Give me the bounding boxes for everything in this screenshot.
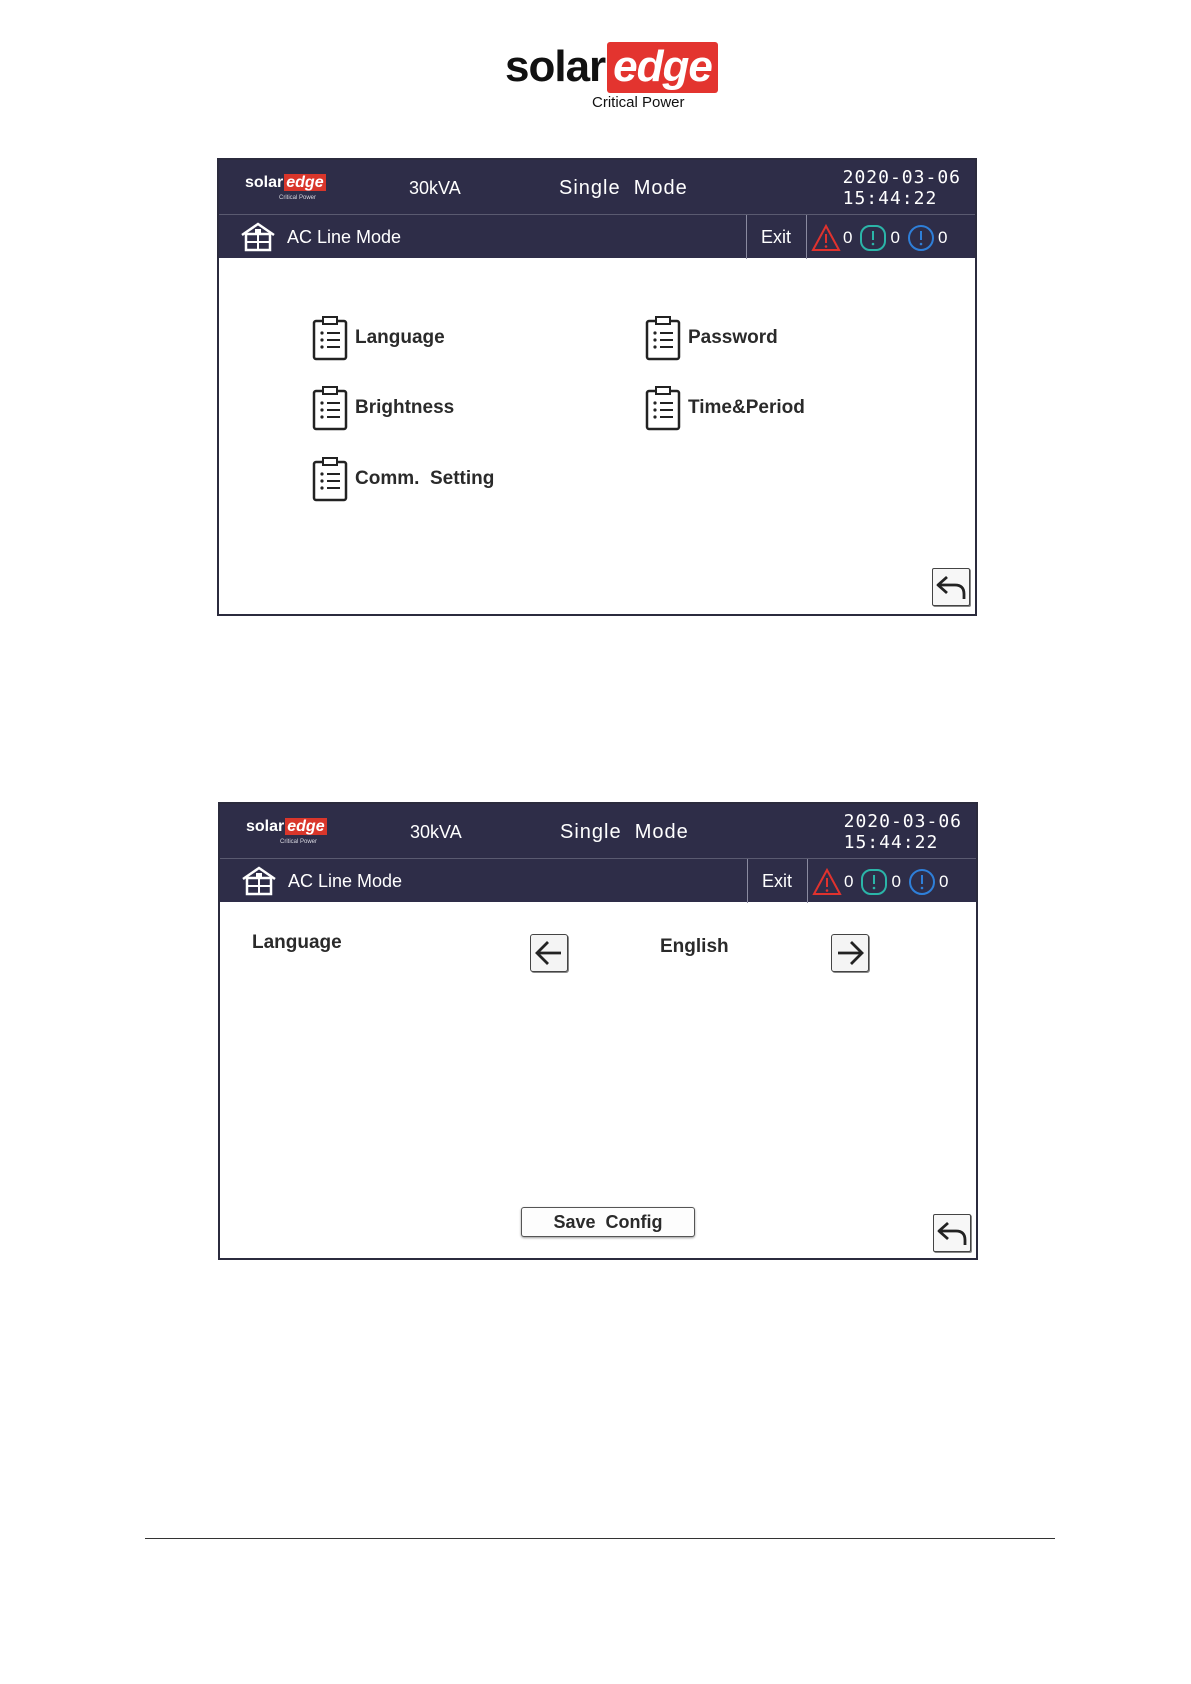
info-alarm[interactable] [906,223,947,253]
status-bar [220,858,976,902]
language-setting-screen [218,802,978,1260]
divider [746,215,747,259]
line-mode-label: AC Line Mode [288,871,403,891]
info-alarm-count: 0 [937,228,948,247]
warning-alarm-count: 0 [890,228,900,247]
device-logo-sub: Critical Power [279,195,317,201]
settings-menu-screen [217,158,977,616]
date-label: 2020-03-06 [842,167,961,188]
critical-alarm[interactable] [811,223,852,253]
menu-item-password[interactable] [644,315,778,361]
back-button[interactable] [932,568,970,606]
footer-rule [145,1538,1055,1539]
device-logo-sub: Critical Power [280,839,318,845]
top-bar [220,804,976,858]
status-bar [219,214,975,258]
language-setting-label: Language [252,932,342,953]
menu-item-time-period[interactable] [644,385,805,431]
menu-item-language-label: Language [355,327,445,348]
critical-alarm-count: 0 [843,228,853,247]
line-mode-label: AC Line Mode [287,227,402,247]
date-label: 2020-03-06 [843,811,962,832]
divider [747,859,748,903]
menu-item-brightness[interactable] [311,385,454,431]
clipboard-list-icon [644,385,682,431]
home-icon[interactable] [240,866,278,896]
exit-button[interactable]: Exit [761,227,792,247]
logo-subtitle: Critical Power [592,94,685,111]
exit-button[interactable]: Exit [762,871,793,891]
solaredge-logo [505,42,725,117]
arrow-right-icon [832,935,868,971]
clipboard-list-icon [311,385,349,431]
alarm-counters [811,223,953,253]
home-icon[interactable] [239,222,277,252]
critical-alarm[interactable] [812,867,853,897]
warning-alarm[interactable] [859,867,900,897]
info-circle-icon [906,223,936,253]
warning-rounded-icon [858,223,888,253]
device-logo-edge: edge [286,174,324,191]
menu-item-password-label: Password [688,327,778,348]
clipboard-list-icon [311,456,349,502]
mode-label: Single Mode [560,821,689,843]
logo-edge-text: edge [607,42,718,93]
menu-item-brightness-label: Brightness [355,397,455,418]
return-arrow-icon [933,569,969,605]
device-logo [245,174,326,201]
capacity-label: 30kVA [410,822,462,842]
menu-item-comm-setting-label: Comm. Setting [355,468,495,489]
alarm-counters [812,867,954,897]
device-logo [246,818,327,845]
warning-rounded-icon [859,867,889,897]
datetime [843,167,961,209]
time-label: 15:44:22 [842,188,938,209]
clipboard-list-icon [311,315,349,361]
device-logo-solar: solar [246,818,285,835]
info-alarm[interactable] [907,867,948,897]
return-arrow-icon [934,1215,970,1251]
divider [807,859,808,903]
menu-item-comm-setting[interactable] [311,456,494,502]
device-logo-solar: solar [245,174,284,191]
next-language-button[interactable] [831,934,869,972]
info-circle-icon [907,867,937,897]
logo-solar-text: solar [505,42,606,91]
device-logo-edge: edge [287,818,325,835]
warning-triangle-icon [812,867,842,897]
save-config-button[interactable]: Save Config [521,1207,695,1237]
info-alarm-count: 0 [938,872,949,891]
mode-label: Single Mode [559,177,688,199]
capacity-label: 30kVA [409,178,461,198]
previous-language-button[interactable] [530,934,568,972]
divider [806,215,807,259]
datetime [844,811,962,853]
back-button[interactable] [933,1214,971,1252]
warning-triangle-icon [811,223,841,253]
top-bar [219,160,975,214]
clipboard-list-icon [644,315,682,361]
warning-alarm[interactable] [858,223,899,253]
arrow-left-icon [531,935,567,971]
time-label: 15:44:22 [843,832,939,853]
critical-alarm-count: 0 [844,872,854,891]
language-value: English [660,936,729,957]
menu-item-time-period-label: Time&Period [688,397,805,418]
menu-item-language[interactable] [311,315,445,361]
warning-alarm-count: 0 [891,872,901,891]
